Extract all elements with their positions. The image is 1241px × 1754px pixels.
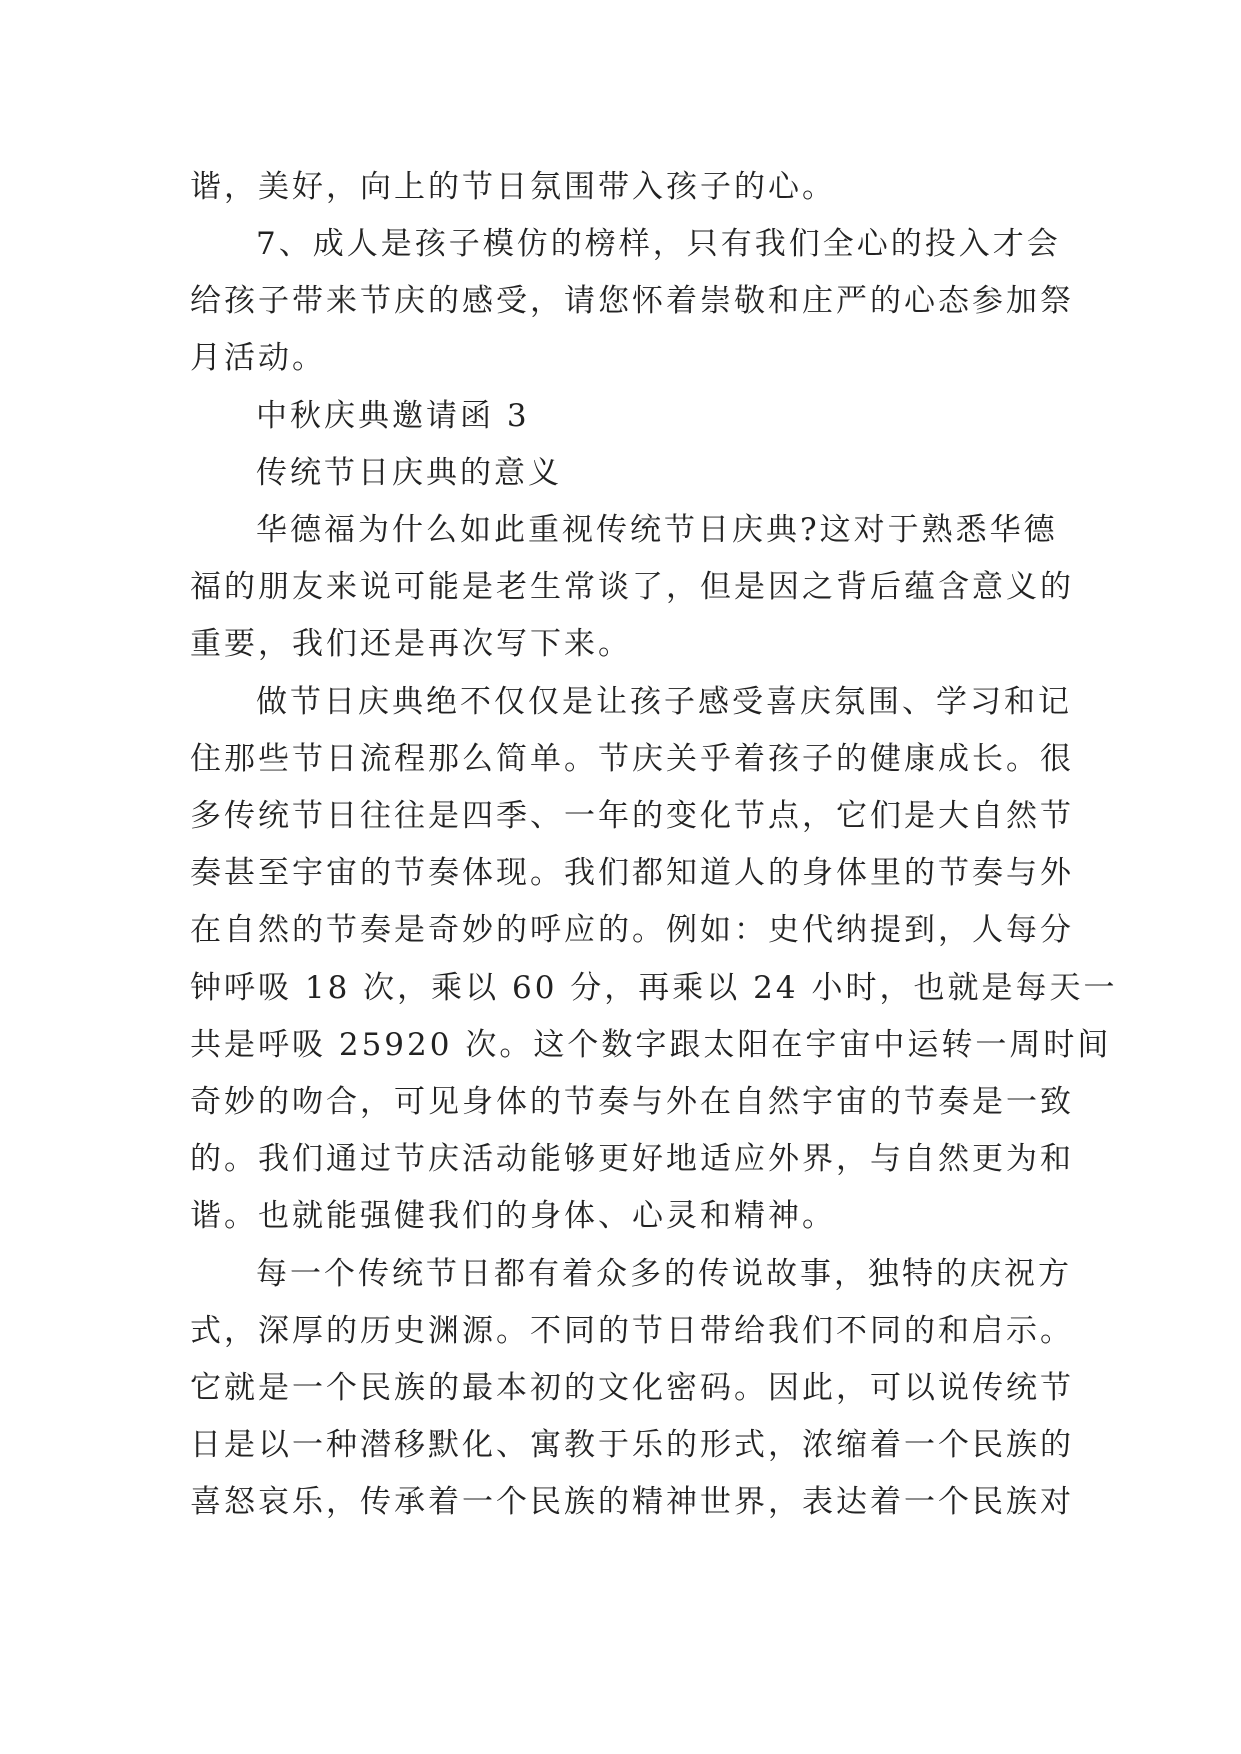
text-line: 的。我们通过节庆活动能够更好地适应外界，与自然更为和 — [190, 1141, 1074, 1177]
text-line: 福的朋友来说可能是老生常谈了，但是因之背后蕴含意义的 — [190, 569, 1074, 605]
text-line: 式，深厚的历史渊源。不同的节日带给我们不同的和启示。 — [190, 1313, 1074, 1349]
text-line: 奇妙的吻合，可见身体的节奏与外在自然宇宙的节奏是一致 — [190, 1084, 1074, 1120]
text-line: 重要，我们还是再次写下来。 — [190, 626, 632, 662]
text-line: 钟呼吸 18 次，乘以 60 分，再乘以 24 小时，也就是每天一 — [190, 970, 1118, 1006]
section-title: 中秋庆典邀请函 3 — [256, 398, 530, 434]
text-line: 喜怒哀乐，传承着一个民族的精神世界，表达着一个民族对 — [190, 1484, 1074, 1520]
text-line: 给孩子带来节庆的感受，请您怀着崇敬和庄严的心态参加祭 — [190, 283, 1074, 319]
text-line: 多传统节日往往是四季、一年的变化节点，它们是大自然节 — [190, 798, 1074, 834]
text-line: 华德福为什么如此重视传统节日庆典?这对于熟悉华德 — [256, 512, 1058, 548]
text-line: 在自然的节奏是奇妙的呼应的。例如：史代纳提到，人每分 — [190, 912, 1074, 948]
section-subtitle: 传统节日庆典的意义 — [256, 455, 562, 491]
text-line: 共是呼吸 25920 次。这个数字跟太阳在宇宙中运转一周时间 — [190, 1027, 1112, 1063]
text-line: 住那些节日流程那么简单。节庆关乎着孩子的健康成长。很 — [190, 741, 1074, 777]
text-line: 月活动。 — [190, 340, 326, 376]
text-line: 每一个传统节日都有着众多的传说故事，独特的庆祝方 — [256, 1256, 1072, 1292]
text-line: 谐。也就能强健我们的身体、心灵和精神。 — [190, 1198, 836, 1234]
text-line: 日是以一种潜移默化、寓教于乐的形式，浓缩着一个民族的 — [190, 1427, 1074, 1463]
text-line: 它就是一个民族的最本初的文化密码。因此，可以说传统节 — [190, 1370, 1074, 1406]
text-line: 奏甚至宇宙的节奏体现。我们都知道人的身体里的节奏与外 — [190, 855, 1074, 891]
text-line: 谐，美好，向上的节日氛围带入孩子的心。 — [190, 169, 836, 205]
text-line: 7、成人是孩子模仿的榜样，只有我们全心的投入才会 — [256, 226, 1061, 262]
text-line: 做节日庆典绝不仅仅是让孩子感受喜庆氛围、学习和记 — [256, 684, 1072, 720]
